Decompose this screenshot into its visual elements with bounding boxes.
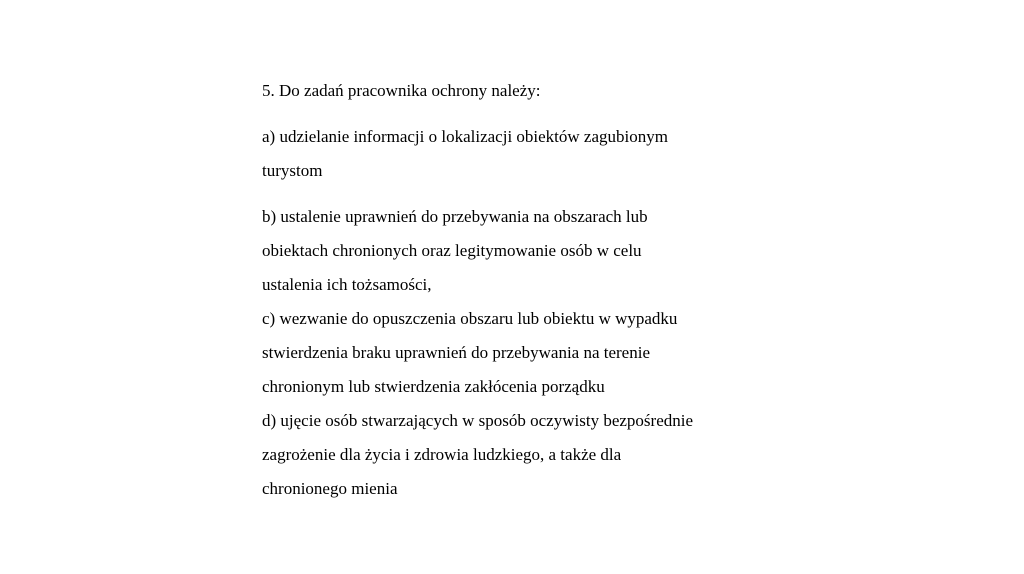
list-item-line: zagrożenie dla życia i zdrowia ludzkiego, a także dla [262,445,622,464]
list-item-line: ustalenia ich tożsamości, [262,275,432,294]
list-item-a [262,120,782,188]
list-item-line: chronionym lub stwierdzenia zakłócenia porządku [262,377,605,396]
list-item-line: b) ustalenie uprawnień do przebywania na obszarach lub [262,207,648,226]
slide-heading: 5. Do zadań pracownika ochrony należy: [262,81,541,100]
list-item-line: d) ujęcie osób stwarzających w sposób oczywisty bezpośrednie [262,411,694,430]
list-item-d [262,404,782,506]
list-item-c [262,302,782,404]
list-item-line: turystom [262,161,323,180]
list-item-line: chronionego mienia [262,479,398,498]
list-item-line: a) udzielanie informacji o lokalizacji obiektów zagubionym [262,127,668,146]
list-item-line: stwierdzenia braku uprawnień do przebywania na terenie [262,343,650,362]
list-item-b [262,200,782,302]
list-item-line: obiektach chronionych oraz legitymowanie osób w celu [262,241,642,260]
slide-content [262,74,782,506]
list-item-line: c) wezwanie do opuszczenia obszaru lub obiektu w wypadku [262,309,678,328]
